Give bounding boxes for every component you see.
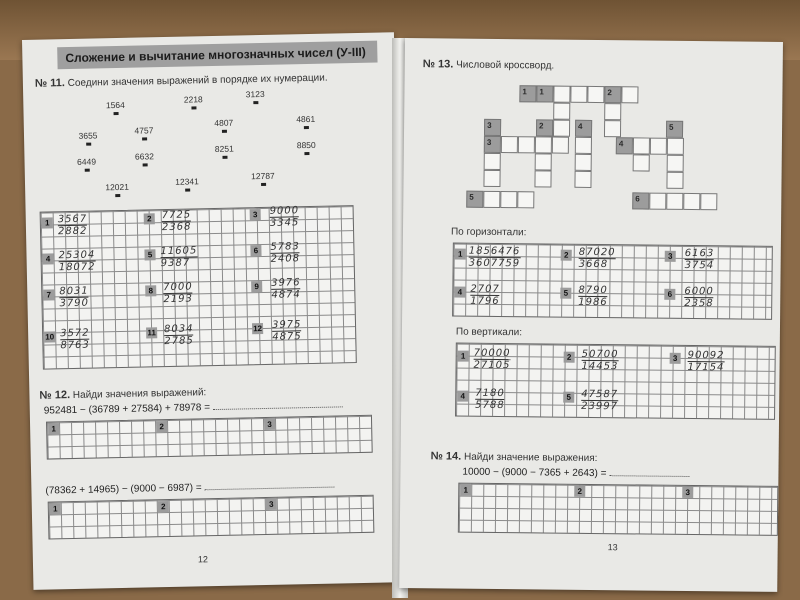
handwritten-sum: 25304 18072 xyxy=(58,249,96,274)
handwritten-sum: 90092 17154 xyxy=(687,349,725,374)
crossword-cell xyxy=(604,103,621,120)
number-item: 6632 xyxy=(124,151,164,167)
grid-cell-label: 1 xyxy=(460,485,471,496)
grid-cell-label: 2 xyxy=(564,352,575,363)
task-13-text: Числовой кроссворд. xyxy=(456,59,555,72)
number-item: 8251 xyxy=(204,143,244,159)
handwritten-sum: 7180 5788 xyxy=(475,387,505,412)
crossword-cell: 1 xyxy=(519,85,536,102)
number-item: 8850 xyxy=(286,140,326,156)
crossword-cell xyxy=(575,137,592,154)
task-13-heading xyxy=(423,58,555,71)
task-11-text: Соедини значения выражений в порядке их нумерации. xyxy=(67,72,328,90)
handwritten-sum: 6000 2358 xyxy=(684,285,714,310)
grid-cell-label: 4 xyxy=(454,287,465,298)
crossword-cell xyxy=(501,136,518,153)
vertical-heading: По вертикали: xyxy=(455,326,523,339)
task-14-text: Найди значение выражения: xyxy=(463,451,598,465)
crossword-cell xyxy=(535,153,552,170)
expression-1: 952481 − (36789 + 27584) + 78978 = xyxy=(44,399,343,416)
grid-cell-label: 6 xyxy=(250,245,261,256)
crossword-cell xyxy=(633,137,650,154)
handwritten-sum: 8031 3790 xyxy=(59,285,90,310)
handwritten-sum: 87020 3668 xyxy=(578,246,616,271)
grid-cell-label: 12 xyxy=(253,324,263,334)
crossword-cell xyxy=(553,86,570,103)
grid-cell-label: 2 xyxy=(574,486,585,497)
crossword-cell: 5 xyxy=(466,191,483,208)
crossword-cell xyxy=(553,103,570,120)
number-item: 6449 xyxy=(66,156,106,172)
grid-cell-label: 3 xyxy=(266,499,277,510)
page-number: 13 xyxy=(607,542,618,553)
crossword-cell xyxy=(575,154,592,171)
crossword-cell: 5 xyxy=(666,121,683,138)
handwritten-sum: 9000 3345 xyxy=(269,205,300,229)
grid-cell-label: 1 xyxy=(458,351,469,362)
crossword-cell xyxy=(574,171,591,188)
page-number: 12 xyxy=(197,554,209,565)
handwritten-sum: 5783 2408 xyxy=(270,241,301,265)
handwritten-sum: 3567 2882 xyxy=(57,213,88,238)
grid-cell-label: 5 xyxy=(560,288,571,299)
crossword-cell: 2 xyxy=(536,119,553,136)
crossword-cell xyxy=(604,120,621,137)
handwritten-sum: 7000 2193 xyxy=(163,281,194,306)
grid-cell-label: 3 xyxy=(682,487,693,498)
crossword-cell xyxy=(666,193,683,210)
crossword-cell xyxy=(534,170,551,187)
task-12-text: Найди значения выражений: xyxy=(72,387,207,402)
task-14-label: № 14. xyxy=(430,450,462,463)
crossword-cell: 2 xyxy=(604,86,621,103)
grid-cell-label: 2 xyxy=(144,213,155,224)
right-page xyxy=(399,38,783,592)
crossword-cell xyxy=(700,193,717,210)
handwritten-sum: 6163 3754 xyxy=(684,247,715,272)
crossword-cell xyxy=(484,153,501,170)
handwritten-sum: 8034 2785 xyxy=(163,323,194,348)
number-item: 1564 xyxy=(95,100,135,116)
handwritten-sum: 2707 1796 xyxy=(470,283,500,308)
handwritten-sum: 8790 1986 xyxy=(578,284,608,309)
handwritten-sum: 7725 2368 xyxy=(161,209,192,234)
handwritten-sum: 11605 9387 xyxy=(160,245,198,270)
grid-cell-label: 3 xyxy=(264,419,275,430)
number-item: 12341 xyxy=(167,176,207,192)
handwritten-sum: 70000 27105 xyxy=(473,347,511,372)
grid-cell-label: 1 xyxy=(50,503,61,514)
task-12-heading xyxy=(39,386,206,401)
handwritten-sum: 1856476 3607759 xyxy=(468,245,521,270)
task-11-label: № 11. xyxy=(34,77,66,90)
expression-2: (78362 + 14965) − (9000 − 6987) = xyxy=(45,480,334,497)
crossword-cell: 6 xyxy=(632,192,649,209)
crossword-cell xyxy=(621,86,638,103)
grid-cell-label: 4 xyxy=(457,391,468,402)
task-13-label: № 13. xyxy=(422,58,454,71)
number-item: 2218 xyxy=(173,94,213,110)
handwritten-sum: 47587 23997 xyxy=(581,388,619,413)
crossword-cell xyxy=(552,137,569,154)
number-item: 12021 xyxy=(97,182,137,198)
crossword-cell: 4 xyxy=(575,120,592,137)
answer-grid-2 xyxy=(48,495,375,540)
crossword-cell: 3 xyxy=(484,119,501,136)
grid-cell-label: 4 xyxy=(42,253,53,264)
grid-cell-label: 5 xyxy=(144,249,155,260)
grid-cell-label: 3 xyxy=(250,209,261,220)
number-item: 3123 xyxy=(235,89,275,105)
grid-cell-label: 3 xyxy=(665,251,676,262)
crossword-cell xyxy=(667,138,684,155)
crossword-cell xyxy=(666,172,683,189)
grid-cell-label: 3 xyxy=(670,353,681,364)
number-item: 4861 xyxy=(286,114,326,130)
grid-cell-label: 10 xyxy=(45,332,55,342)
crossword-cell: 3 xyxy=(484,136,501,153)
handwritten-sum: 3975 4875 xyxy=(271,319,302,343)
grid-cell-label: 8 xyxy=(145,285,156,296)
task-11-heading xyxy=(35,72,328,90)
handwritten-sum: 3572 8763 xyxy=(60,327,90,352)
grid-cell-label: 11 xyxy=(147,328,156,338)
horizontal-heading: По горизонтали: xyxy=(450,226,527,239)
left-page xyxy=(22,32,405,590)
number-item: 4807 xyxy=(204,117,244,133)
number-item: 12787 xyxy=(243,171,283,187)
crossword-cell: 1 xyxy=(536,85,553,102)
crossword-cell xyxy=(649,193,666,210)
task-12-label: № 12. xyxy=(39,389,71,402)
answer-grid-3 xyxy=(458,483,779,536)
handwritten-sum: 3976 4874 xyxy=(271,277,301,301)
number-item: 4757 xyxy=(124,125,164,141)
crossword-cell: 4 xyxy=(616,137,633,154)
grid-cell-label: 2 xyxy=(156,421,167,432)
grid-cell-label: 1 xyxy=(455,249,466,260)
crossword-cell xyxy=(483,191,500,208)
crossword-cell xyxy=(587,86,604,103)
crossword-cell xyxy=(650,138,667,155)
crossword-cell xyxy=(483,170,500,187)
grid-cell-label: 1 xyxy=(42,217,53,228)
grid-cell-label: 9 xyxy=(251,281,262,292)
crossword-cell xyxy=(517,191,534,208)
handwritten-sum: 50700 14453 xyxy=(581,348,619,373)
number-item: 3655 xyxy=(68,130,108,146)
grid-cell-label: 2 xyxy=(561,250,572,261)
crossword-cell xyxy=(570,86,587,103)
task-14-heading xyxy=(431,450,598,464)
crossword-cell xyxy=(500,191,517,208)
grid-cell-label: 1 xyxy=(48,423,59,434)
crossword-cell xyxy=(633,154,650,171)
crossword-cell xyxy=(683,193,700,210)
grid-cell-label: 7 xyxy=(43,289,54,300)
crossword-cell xyxy=(553,120,570,137)
crossword-cell xyxy=(535,136,552,153)
crossword-cell xyxy=(518,136,535,153)
section-title: Сложение и вычитание многозначных чисел (У-III) xyxy=(57,41,377,70)
answer-grid-1 xyxy=(46,415,373,460)
crossword-cell xyxy=(667,155,684,172)
grid-cell-label: 5 xyxy=(563,392,574,403)
task-14-expression: 10000 − (9000 − 7365 + 2643) = xyxy=(462,467,689,480)
grid-cell-label: 2 xyxy=(158,501,169,512)
grid-cell-label: 6 xyxy=(664,289,675,300)
